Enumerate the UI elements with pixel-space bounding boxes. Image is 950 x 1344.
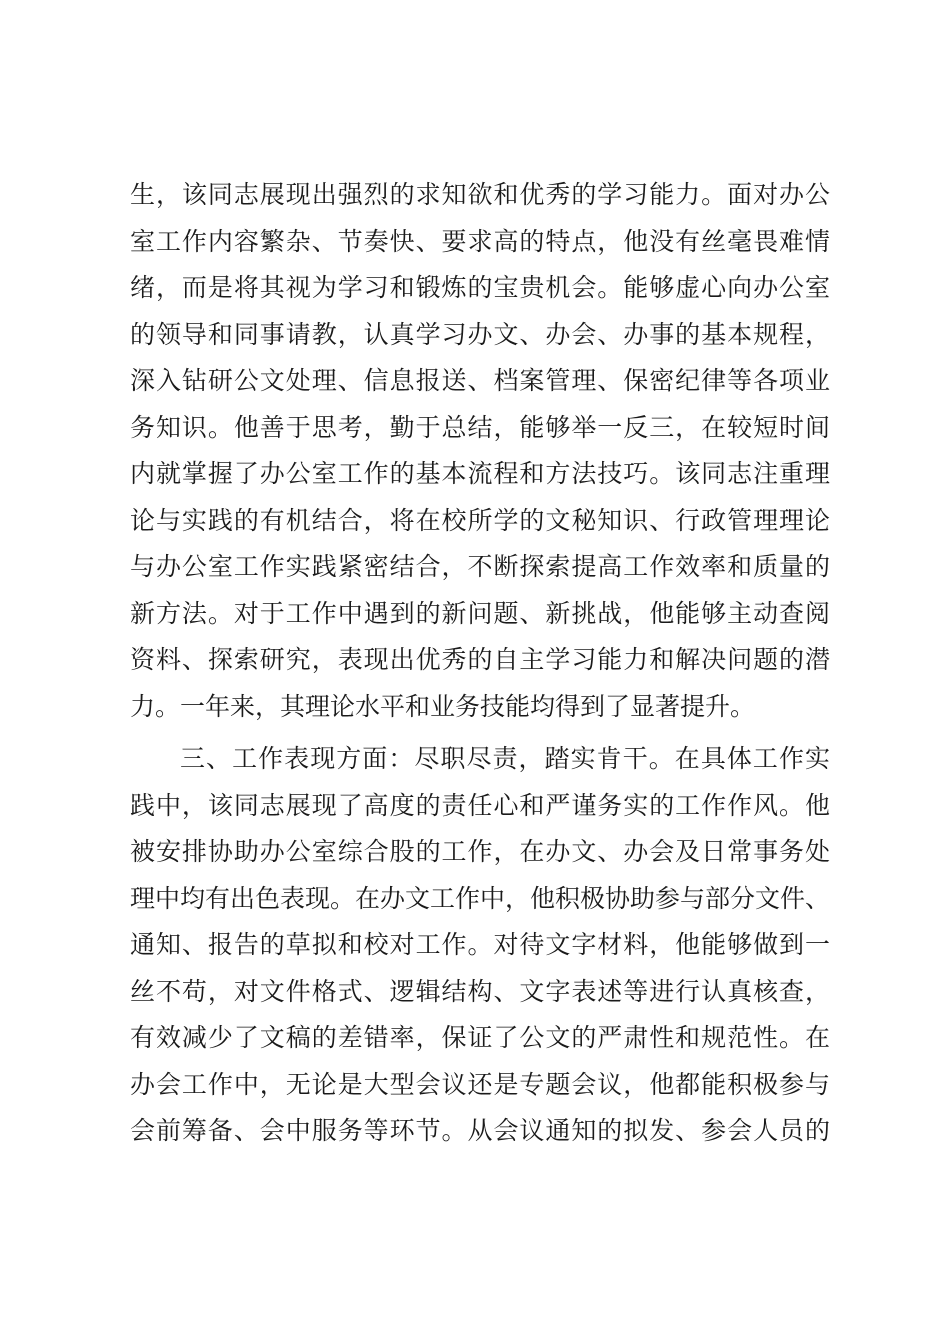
text-line: 室工作内容繁杂、节奏快、要求高的特点，他没有丝毫畏难情	[130, 226, 830, 256]
text-line: 生，该同志展现出强烈的求知欲和优秀的学习能力。面对办公	[130, 180, 830, 209]
text-line: 通知、报告的草拟和校对工作。对待文字材料，他能够做到一	[130, 930, 830, 959]
text-line: 力。一年来，其理论水平和业务技能均得到了显著提升。	[130, 691, 756, 721]
text-line: 深入钻研公文处理、信息报送、档案管理、保密纪律等各项业	[130, 366, 830, 395]
paragraph-learning	[130, 172, 830, 730]
text-line: 资料、探索研究，表现出优秀的自主学习能力和解决问题的潜	[130, 645, 830, 674]
text-line: 内就掌握了办公室工作的基本流程和方法技巧。该同志注重理	[130, 459, 830, 488]
text-line: 办会工作中，无论是大型会议还是专题会议，他都能积极参与	[130, 1069, 830, 1099]
text-line: 有效减少了文稿的差错率，保证了公文的严肃性和规范性。在	[130, 1023, 830, 1052]
text-line: 被安排协助办公室综合股的工作，在办文、办会及日常事务处	[130, 837, 830, 866]
text-line: 与办公室工作实践紧密结合，不断探索提高工作效率和质量的	[130, 552, 830, 581]
paragraph-work-performance	[130, 736, 830, 1155]
text-line: 论与实践的有机结合，将在校所学的文秘知识、行政管理理论	[130, 505, 830, 535]
text-line: 务知识。他善于思考，勤于总结，能够举一反三，在较短时间	[130, 412, 830, 442]
text-line: 理中均有出色表现。在办文工作中，他积极协助参与部分文件、	[130, 883, 831, 913]
text-line: 绪，而是将其视为学习和锻炼的宝贵机会。能够虚心向办公室	[130, 273, 830, 302]
text-line: 的领导和同事请教，认真学习办文、办会、办事的基本规程，	[130, 319, 830, 349]
text-line: 会前筹备、会中服务等环节。从会议通知的拟发、参会人员的	[130, 1116, 830, 1145]
text-line: 丝不苟，对文件格式、逻辑结构、文字表述等进行认真核查，	[130, 976, 830, 1006]
text-line: 新方法。对于工作中遇到的新问题、新挑战，他能够主动查阅	[130, 598, 830, 628]
section-heading-line: 三、工作表现方面：尽职尽责，踏实肯干。在具体工作实	[180, 744, 830, 773]
text-line: 践中，该同志展现了高度的责任心和严谨务实的工作作风。他	[130, 790, 830, 820]
